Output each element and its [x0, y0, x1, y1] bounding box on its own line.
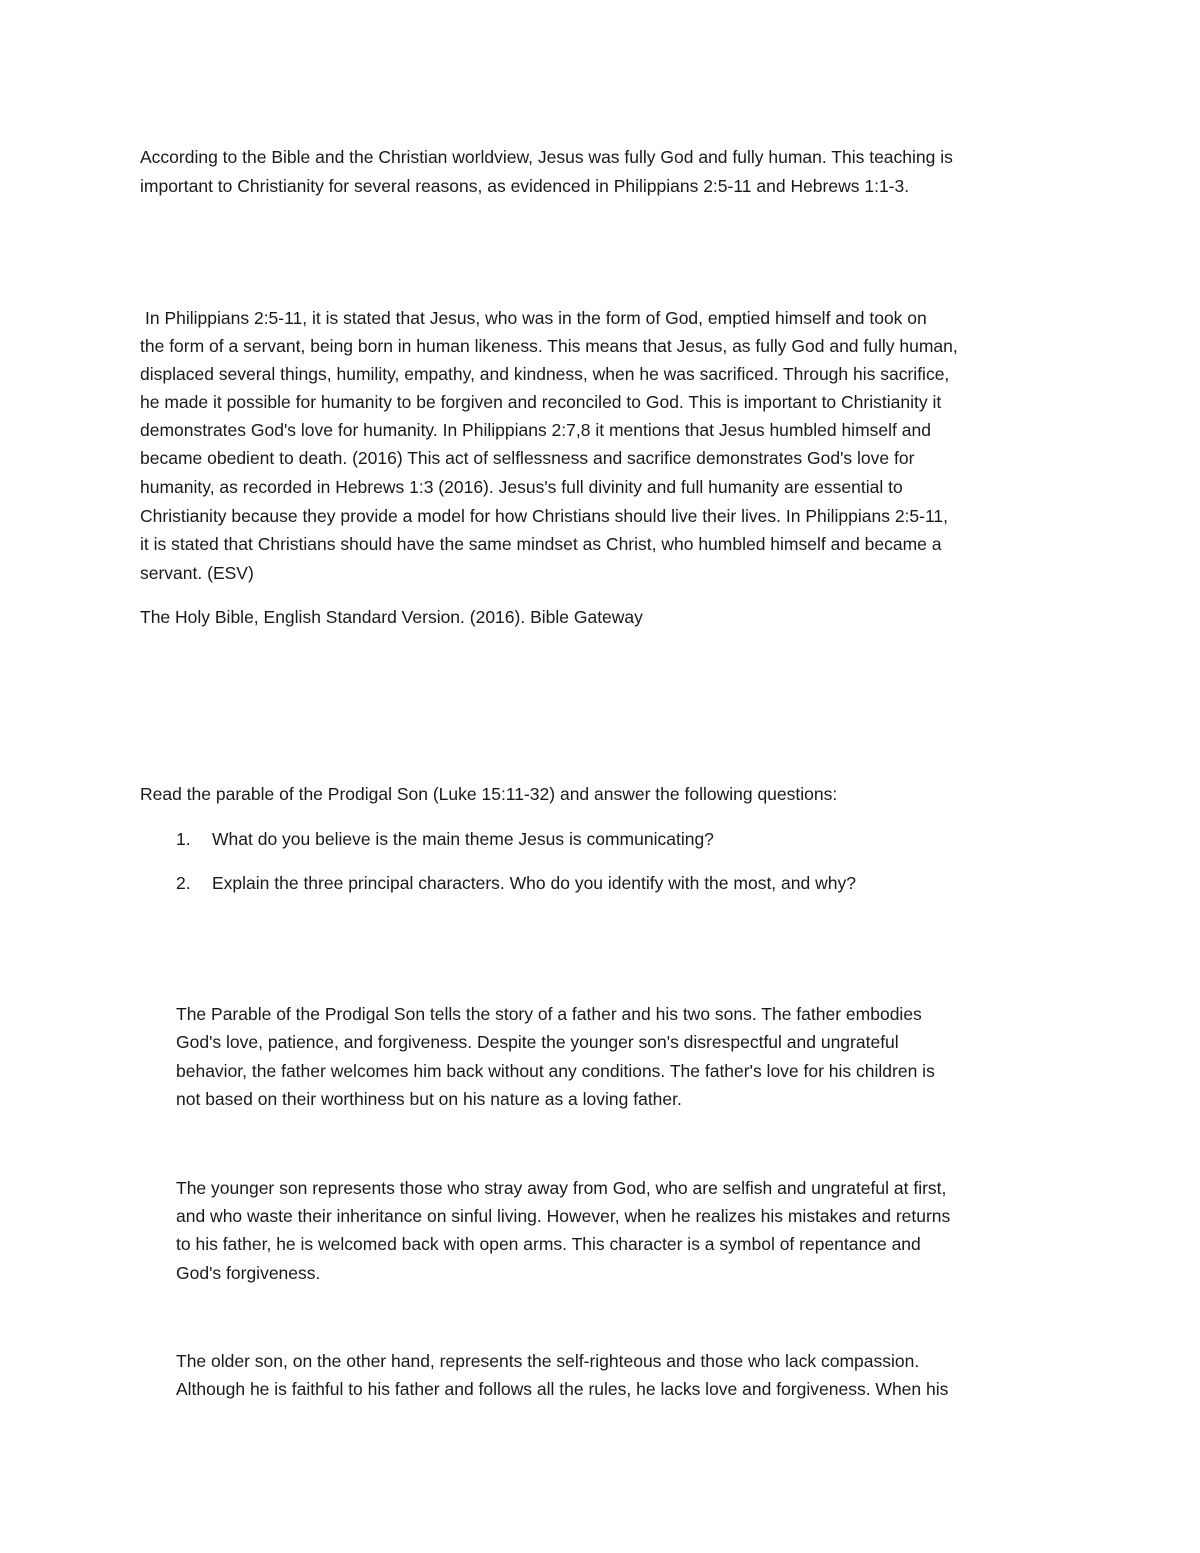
list-number: 2. [176, 873, 191, 893]
text-line: and who waste their inheritance on sinful living. However, when he realizes his mistakes and returns [176, 1206, 951, 1226]
question-text: Explain the three principal characters. Who do you identify with the most, and why? [212, 873, 856, 893]
text-line: The older son, on the other hand, represents the self-righteous and those who lack compassion. [176, 1351, 920, 1371]
text-line: demonstrates God's love for humanity. In Philippians 2:7,8 it mentions that Jesus humbled himself and [140, 420, 931, 440]
citation: The Holy Bible, English Standard Version. (2016). Bible Gateway [140, 607, 643, 627]
assignment-prompt: Read the parable of the Prodigal Son (Luke 15:11-32) and answer the following questions: [140, 784, 838, 804]
text-line: not based on their worthiness but on his nature as a loving father. [176, 1089, 682, 1109]
text-line: displaced several things, humility, empathy, and kindness, when he was sacrificed. Through his sacrifice, [140, 364, 950, 384]
text-line: servant. (ESV) [140, 563, 254, 583]
text-line: Although he is faithful to his father and follows all the rules, he lacks love and forgiveness. When his [176, 1379, 949, 1399]
text-line: God's love, patience, and forgiveness. Despite the younger son's disrespectful and ungrateful [176, 1032, 899, 1052]
list-number: 1. [176, 829, 191, 849]
text-line: became obedient to death. (2016) This act of selflessness and sacrifice demonstrates God's love for [140, 448, 915, 468]
text-line: humanity, as recorded in Hebrews 1:3 (2016). Jesus's full divinity and full humanity are essential to [140, 477, 903, 497]
text-line: behavior, the father welcomes him back without any conditions. The father's love for his children is [176, 1061, 935, 1081]
question-text: What do you believe is the main theme Jesus is communicating? [212, 829, 714, 849]
text-line: important to Christianity for several reasons, as evidenced in Philippians 2:5-11 and Hebrews 1:1-3. [140, 176, 910, 196]
text-line: In Philippians 2:5-11, it is stated that Jesus, who was in the form of God, emptied himself and took on [145, 308, 927, 328]
text-line: it is stated that Christians should have the same mindset as Christ, who humbled himself and became a [140, 534, 942, 554]
text-line: God's forgiveness. [176, 1263, 321, 1283]
text-line: The Parable of the Prodigal Son tells the story of a father and his two sons. The father embodies [176, 1004, 922, 1024]
text-line: Christianity because they provide a model for how Christians should live their lives. In Philippians 2:5-11, [140, 506, 948, 526]
text-line: According to the Bible and the Christian worldview, Jesus was fully God and fully human. This teaching is [140, 147, 953, 167]
text-line: to his father, he is welcomed back with open arms. This character is a symbol of repentance and [176, 1234, 921, 1254]
text-line: The younger son represents those who stray away from God, who are selfish and ungrateful at first, [176, 1178, 947, 1198]
text-line: the form of a servant, being born in human likeness. This means that Jesus, as fully God and fully human, [140, 336, 958, 356]
text-line: he made it possible for humanity to be forgiven and reconciled to God. This is important to Christianity it [140, 392, 942, 412]
